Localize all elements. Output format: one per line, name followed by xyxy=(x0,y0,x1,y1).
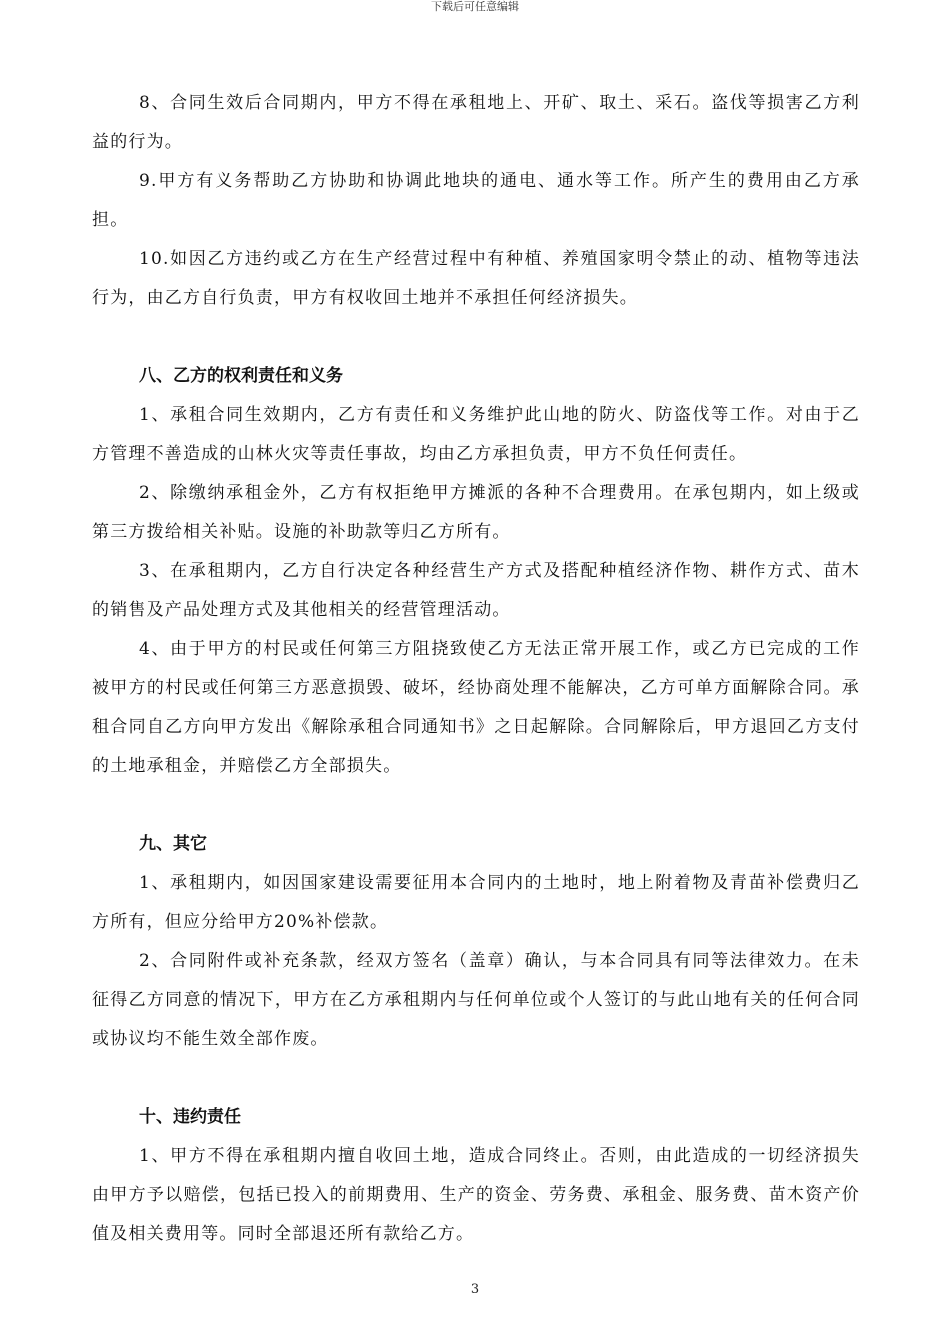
clause-8-3: 3、在承租期内，乙方自行决定各种经营生产方式及搭配种植经济作物、耕作方式、苗木的销售及产品处理方式及其他相关的经营管理活动。 xyxy=(92,561,860,620)
clause-8-1: 1、承租合同生效期内，乙方有责任和义务维护此山地的防火、防盗伐等工作。对由于乙方管理不善造成的山林火灾等责任事故，均由乙方承担负责，甲方不负任何责任。 xyxy=(92,405,860,464)
clause-8-2: 2、除缴纳承租金外，乙方有权拒绝甲方摊派的各种不合理费用。在承包期内，如上级或第三方拨给相关补贴。设施的补助款等归乙方所有。 xyxy=(92,483,860,542)
section-10-heading: 十、违约责任 xyxy=(139,1107,241,1127)
clause-8-4: 4、由于甲方的村民或任何第三方阻挠致使乙方无法正常开展工作，或乙方已完成的工作被甲方的村民或任何第三方恶意损毁、破坏，经协商处理不能解决，乙方可单方面解除合同。承租合同自乙方向甲方发出《解除承租合同通知书》之日起解除。合同解除后，甲方退回乙方支付的土地承租金，并赔偿乙方全部损失。 xyxy=(92,639,860,776)
section-9-heading: 九、其它 xyxy=(139,834,207,854)
clause-9-2: 2、合同附件或补充条款，经双方签名（盖章）确认，与本合同具有同等法律效力。在未征得乙方同意的情况下，甲方在乙方承租期内与任何单位或个人签订的与此山地有关的任何合同或协议均不能生效全部作废。 xyxy=(92,951,860,1049)
document-body xyxy=(92,84,860,1254)
section-spacer xyxy=(92,786,860,825)
clause-9-1: 1、承租期内，如因国家建设需要征用本合同内的土地时，地上附着物及青苗补偿费归乙方所有，但应分给甲方20%补偿款。 xyxy=(92,873,860,932)
clause-10-1: 1、甲方不得在承租期内擅自收回土地，造成合同终止。否则，由此造成的一切经济损失由甲方予以赔偿，包括已投入的前期费用、生产的资金、劳务费、承租金、服务费、苗木资产价值及相关费用等。同时全部退还所有款给乙方。 xyxy=(92,1146,860,1244)
section-8-heading: 八、乙方的权利责任和义务 xyxy=(139,366,343,386)
clause-7-9: 9.甲方有义务帮助乙方协助和协调此地块的通电、通水等工作。所产生的费用由乙方承担。 xyxy=(92,171,860,230)
clause-7-10: 10.如因乙方违约或乙方在生产经营过程中有种植、养殖国家明令禁止的动、植物等违法行为，由乙方自行负责，甲方有权收回土地并不承担任何经济损失。 xyxy=(92,249,860,308)
section-spacer xyxy=(92,1059,860,1098)
page-number: 3 xyxy=(470,1282,480,1297)
clause-7-8: 8、合同生效后合同期内，甲方不得在承租地上、开矿、取土、采石。盗伐等损害乙方利益的行为。 xyxy=(92,93,860,152)
header-note: 下载后可任意编辑 xyxy=(431,0,519,13)
section-spacer xyxy=(92,318,860,357)
